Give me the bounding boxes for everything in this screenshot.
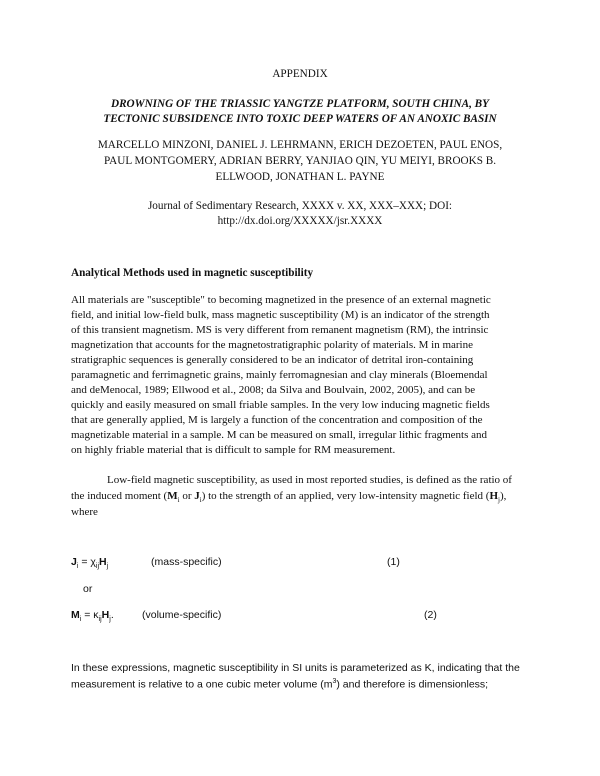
paragraph-3-line bbox=[71, 678, 488, 691]
paragraph-1-line: and deMenocal, 1989; Ellwood et al., 2008; da Silva and Boulvain, 2002, 2005), and can be bbox=[71, 384, 476, 396]
paragraph-1-line: of this transient magnetism. MS is very different from remanent magnetism (RM), the intrinsic bbox=[71, 324, 489, 336]
text-run: ), bbox=[499, 490, 507, 502]
paragraph-3-line: In these expressions, magnetic susceptibility in SI units is parameterized as K, indicating that the bbox=[71, 662, 520, 674]
symbol-h: H bbox=[101, 609, 110, 621]
text-run: measurement is relative to a one cubic meter volume (m bbox=[71, 678, 333, 691]
text-run: = κ bbox=[81, 609, 99, 621]
symbol-j: J bbox=[194, 490, 200, 502]
text-run: or bbox=[179, 490, 195, 502]
journal-citation-line-1: Journal of Sedimentary Research, XXXX v. XX, XXX–XXX; DOI: bbox=[147, 200, 453, 212]
subscript: i bbox=[79, 616, 82, 624]
or-connector: or bbox=[83, 583, 93, 595]
subscript: i bbox=[177, 496, 180, 505]
paragraph-1-line: paramagnetic and ferrimagnetic grains, mainly ferromagnesian and clay minerals (Bloemendal bbox=[71, 369, 488, 381]
authors-line-1: MARCELLO MINZONI, DANIEL J. LEHRMANN, ERICH DEZOETEN, PAUL ENOS, bbox=[97, 139, 503, 151]
appendix-label: APPENDIX bbox=[272, 68, 328, 80]
text-run: ) to the strength of an applied, very low-intensity magnetic field ( bbox=[201, 490, 490, 502]
symbol-h: H bbox=[489, 490, 499, 502]
paragraph-1-line: magnetization that accounts for the magnetostratigraphic polarity of materials. M in marine bbox=[71, 339, 473, 351]
paragraph-1-line: quickly and easily measured on small friable samples. In the very low inducing magnetic fields bbox=[71, 399, 490, 411]
superscript: 3 bbox=[332, 678, 337, 685]
equation-2-formula bbox=[71, 609, 114, 623]
paragraph-2-line bbox=[71, 490, 506, 504]
text-run: the induced moment ( bbox=[71, 490, 168, 502]
paragraph-2-line: where bbox=[71, 506, 98, 518]
equation-2-label: (volume-specific) bbox=[142, 609, 222, 621]
section-heading: Analytical Methods used in magnetic susceptibility bbox=[71, 267, 314, 279]
paper-title-line-1: DROWNING OF THE TRIASSIC YANGTZE PLATFORM, SOUTH CHINA, BY bbox=[111, 98, 489, 110]
paragraph-1-line: on highly friable material that is difficult to sample for RM measurement. bbox=[71, 444, 396, 456]
paragraph-1-line: stratigraphic sequences is generally considered to be an indicator of detrital iron-containing bbox=[71, 354, 474, 366]
paragraph-1-line: that are generally applied, M is largely a function of the concentration and composition of the bbox=[71, 414, 483, 426]
symbol-m: M bbox=[71, 609, 80, 621]
authors-line-3: ELLWOOD, JONATHAN L. PAYNE bbox=[215, 171, 385, 183]
subscript: j bbox=[109, 616, 111, 624]
subscript: i bbox=[76, 563, 79, 571]
paper-title-line-2: TECTONIC SUBSIDENCE INTO TOXIC DEEP WATERS OF AN ANOXIC BASIN bbox=[103, 113, 497, 125]
text-run: . bbox=[110, 609, 114, 621]
journal-citation-line-2: http://dx.doi.org/XXXXX/jsr.XXXX bbox=[217, 215, 383, 227]
equation-1-formula bbox=[71, 556, 108, 570]
equation-1-label: (mass-specific) bbox=[151, 556, 222, 568]
equation-1-number: (1) bbox=[387, 556, 400, 568]
paragraph-2-line: Low-field magnetic susceptibility, as used in most reported studies, is defined as the ratio of bbox=[107, 474, 512, 486]
symbol-m: M bbox=[167, 490, 178, 502]
subscript: j bbox=[106, 563, 109, 571]
paragraph-1-line: All materials are "susceptible" to becoming magnetized in the presence of an external magnetic bbox=[71, 294, 491, 306]
text-run: = χ bbox=[78, 556, 96, 568]
symbol-j: J bbox=[71, 556, 77, 568]
subscript: ij bbox=[98, 616, 102, 624]
subscript: ij bbox=[95, 563, 100, 571]
authors-line-2: PAUL MONTGOMERY, ADRIAN BERRY, YANJIAO QIN, YU MEIYI, BROOKS B. bbox=[103, 155, 496, 167]
equation-2-number: (2) bbox=[424, 609, 437, 621]
text-run: ) and therefore is dimensionless; bbox=[336, 678, 489, 691]
symbol-h: H bbox=[99, 556, 107, 568]
paragraph-1-line: field, and initial low-field bulk, mass magnetic susceptibility (M) is an indicator of the strength bbox=[71, 309, 490, 321]
paragraph-1-line: magnetizable material in a sample. M can be measured on small, irregular lithic fragments and bbox=[71, 429, 488, 441]
subscript: i bbox=[199, 496, 202, 505]
subscript: j bbox=[498, 496, 500, 505]
